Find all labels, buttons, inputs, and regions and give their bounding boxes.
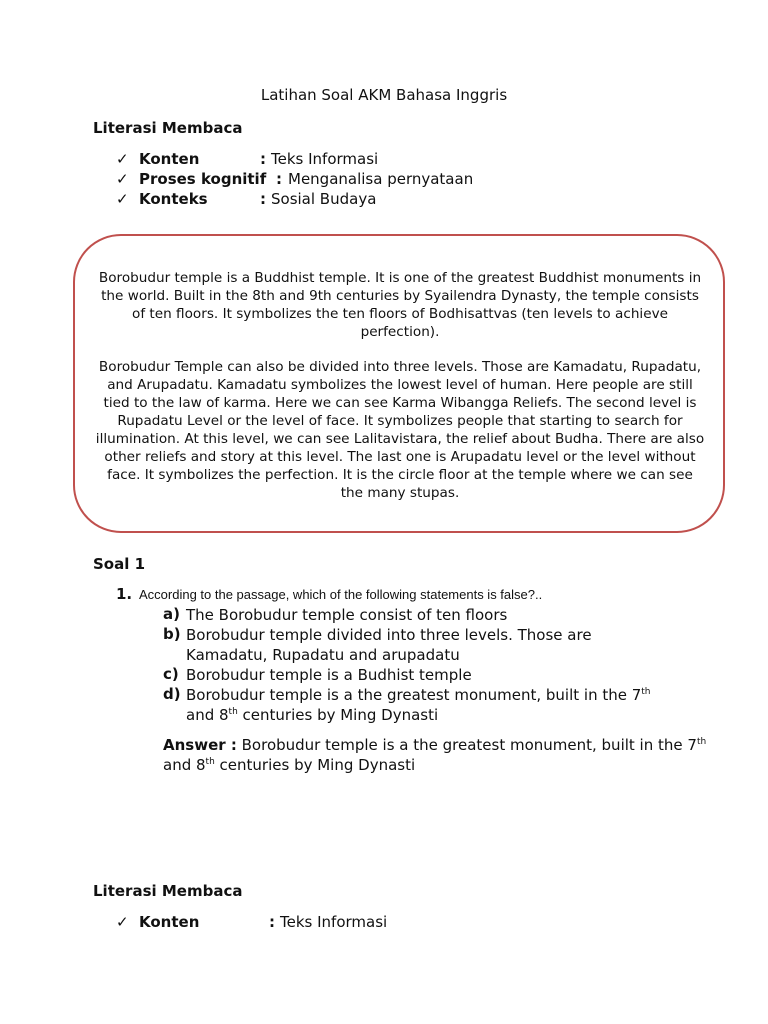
section-heading-literasi-2: Literasi Membaca: [93, 882, 243, 900]
checkmark-icon: ✓: [116, 170, 129, 188]
criteria-row-konteks: [116, 190, 376, 210]
question-text: According to the passage, which of the following statements is false?..: [139, 587, 543, 602]
answer-label: Answer :: [163, 736, 237, 754]
criteria-label: Konten: [139, 150, 200, 168]
criteria-value: Teks Informasi: [280, 913, 388, 931]
criteria-separator: :: [269, 913, 275, 931]
criteria-row-konten: [116, 150, 378, 170]
criteria-label: Konten: [139, 913, 200, 931]
criteria-row-konten-2: [116, 913, 387, 933]
passage-paragraph-1: Borobudur temple is a Buddhist temple. It is one of the greatest Buddhist monuments in the world. Built in the 8th and 9th centuries by Syailendra Dynasty, the temple consists of ten floors. It symbolizes the ten floors of Bodhisattvas (ten levels to achieve perfection).: [98, 270, 702, 340]
checkmark-icon: ✓: [116, 150, 129, 168]
checkmark-icon: ✓: [116, 913, 129, 931]
criteria-value: Sosial Budaya: [271, 190, 377, 208]
criteria-row-proses-kognitif: [116, 170, 473, 190]
criteria-label: Proses kognitif: [139, 170, 267, 188]
option-letter-c: c): [163, 665, 179, 683]
option-d-text: Borobudur temple is a the greatest monument, built in the 7th and 8th centuries by Ming Dynasti: [186, 686, 651, 724]
option-letter-b: b): [163, 625, 181, 643]
checkmark-icon: ✓: [116, 190, 129, 208]
answer-text: Answer : Borobudur temple is a the greatest monument, built in the 7th and 8th centuries by Ming Dynasti: [163, 736, 707, 774]
criteria-separator: :: [276, 170, 282, 188]
option-letter-a: a): [163, 605, 180, 623]
criteria-label: Konteks: [139, 190, 208, 208]
criteria-separator: :: [260, 190, 266, 208]
question-number: 1.: [116, 585, 133, 603]
section-heading-literasi: Literasi Membaca: [93, 119, 243, 137]
option-c-text: Borobudur temple is a Budhist temple: [186, 666, 472, 684]
option-letter-d: d): [163, 685, 181, 703]
passage-paragraph-2: Borobudur Temple can also be divided into three levels. Those are Kamadatu, Rupadatu, and Arupadatu. Kamadatu symbolizes the lowest level of human. Here people are still tied to the law of karma. Here we can see Karma Wibangga Reliefs. The second level is Rupadatu Level or the level of face. It symbolizes people that starting to search for illumination. At this level, we can see Lalitavistara, the relief about Budha. There are also other reliefs and story at this level. The last one is Arupadatu level or the level without face. It symbolizes the perfection. It is the circle floor at the temple where we can see the many stupas.: [95, 359, 705, 501]
criteria-value: Menganalisa pernyataan: [288, 170, 474, 188]
option-a-text: The Borobudur temple consist of ten floors: [186, 606, 508, 624]
soal-heading: Soal 1: [93, 555, 146, 573]
criteria-value: Teks Informasi: [271, 150, 379, 168]
document-title: Latihan Soal AKM Bahasa Inggris: [260, 86, 508, 104]
option-b-text: Borobudur temple divided into three levels. Those are Kamadatu, Rupadatu and arupadatu: [186, 626, 592, 664]
criteria-separator: :: [260, 150, 266, 168]
